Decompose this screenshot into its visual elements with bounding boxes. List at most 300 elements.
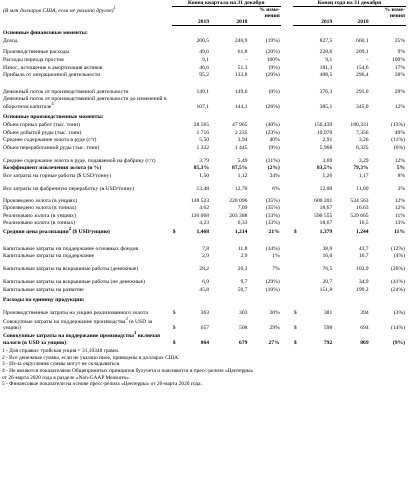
y-currency: $	[293, 325, 297, 332]
year-2019-value: 151,8	[319, 286, 333, 293]
q-currency	[172, 48, 180, 56]
year-2018-value: 529 665	[350, 212, 369, 219]
column-gap	[281, 71, 293, 79]
table-row	[2, 227, 406, 235]
row-label-unit: включая налоги (в USD за унцию)	[3, 333, 161, 346]
footnote-line: 1 - Для справки: тройская унция = 31,10348 грамм.	[2, 348, 120, 355]
q-currency	[172, 164, 180, 172]
table-row	[2, 196, 406, 204]
row-label-text: Объем переработанной руды (тыс. тонн)	[3, 144, 100, 151]
y-currency	[293, 273, 301, 286]
year-2018-value: 1,244	[356, 228, 369, 235]
q4-2019-value: 1,468	[196, 228, 210, 235]
y-currency	[293, 219, 301, 227]
q4-2019-value: 363	[200, 310, 210, 317]
row-label-text: Капитальные затраты на поддержание	[3, 253, 95, 260]
y-currency	[293, 71, 301, 79]
row-label	[2, 63, 172, 71]
row-label-sup: 3	[133, 331, 137, 337]
column-gap	[281, 164, 293, 172]
footnote-line: 5 - Финансовые показатели на основе пресс-релиза «Центерры» от 26-марта 2020 года.	[2, 381, 202, 388]
column-gap	[281, 56, 293, 64]
row-label	[2, 164, 172, 172]
group-header-q4: Конец квартала на 31 декабря	[172, 0, 281, 7]
footnote-line: 3 - Из-за округления суммы могут не складываться	[2, 361, 120, 368]
year-change-value: (13%)	[391, 122, 405, 129]
column-gap	[281, 172, 293, 180]
q4-2018-value: 3,94	[237, 137, 248, 144]
y-currency	[293, 286, 301, 294]
q4-change-value: (29%)	[265, 72, 280, 79]
year-2018-value: 34,9	[358, 279, 369, 286]
q4-2018-value: 1,12	[237, 172, 248, 179]
q4-2018-value: 133,8	[234, 72, 248, 79]
q4-2018-value: 303	[239, 310, 248, 317]
q-currency	[172, 136, 180, 144]
q-currency	[172, 83, 180, 96]
row-label-text: Все затраты на горные работы ($ USD/тонну)	[3, 172, 112, 179]
q-currency	[172, 172, 180, 180]
column-gap	[281, 151, 293, 164]
q4-2018-value: 47 965	[232, 122, 248, 129]
footnote-line: от 26-марта 2020 года в разделе «Non-GAAP Measures».	[2, 374, 131, 381]
q-currency	[172, 239, 180, 252]
q4-2019-value: 28 565	[193, 122, 210, 129]
year-2019-value: 792	[323, 339, 333, 346]
q4-change-value: 34%	[269, 172, 280, 179]
row-label-text: Средняя цена реализации	[3, 228, 69, 235]
col-header-y-change: % изме-нения	[384, 7, 405, 19]
q4-change-value: (19%)	[265, 37, 280, 44]
year-2018-value: 1,17	[358, 172, 369, 179]
year-2018-value: 6,325	[356, 144, 369, 151]
q-currency	[172, 121, 180, 129]
row-label-text: Произведено золота (в тоннах)	[3, 205, 77, 212]
q4-2019-value: 657	[200, 325, 210, 332]
year-change-value: (14%)	[391, 325, 405, 332]
q4-change-value: (9%)	[268, 64, 280, 71]
table-row	[2, 96, 406, 111]
q4-2018-value: 149,6	[234, 89, 248, 96]
year-2019-value: 5,968	[319, 144, 333, 151]
q-currency	[172, 56, 180, 64]
row-label-text: Объем добытой руды (тыс. тонн)	[3, 129, 82, 136]
q-currency	[172, 273, 180, 286]
q4-2019-value: 49,6	[199, 49, 210, 56]
q4-2018-value: 508	[239, 325, 248, 332]
table-row	[2, 204, 406, 212]
row-label-text: Капитальные затраты на развитие	[3, 286, 84, 293]
year-2019-value: 156,439	[314, 122, 333, 129]
y-currency	[293, 179, 301, 192]
row-label-text: Производственные расходы	[3, 49, 70, 56]
table-row	[2, 144, 406, 152]
row-label-text: Совокупные затраты на поддержание производства	[3, 333, 134, 340]
q-currency	[172, 63, 180, 71]
row-label-sup: 4	[51, 101, 54, 107]
year-change-value: 12%	[394, 103, 405, 110]
footnote-line: 4 - Не являются показателями Общепринятых принципов бухучета и поясняются в пресс-релизе «Центерры»	[2, 367, 254, 374]
y-currency	[293, 56, 301, 64]
year-change-value: 12%	[394, 197, 405, 204]
q4-change-value: 100%	[266, 56, 280, 63]
q4-2019-value: 107,1	[196, 103, 210, 110]
year-change-value: 12%	[394, 205, 405, 212]
year-2018-value: 154,6	[356, 64, 369, 71]
q4-change-value: 1%	[272, 253, 280, 260]
table-row	[2, 179, 406, 192]
q4-2018-value: 1 445	[234, 144, 248, 151]
q4-2018-value: 51,3	[237, 64, 248, 71]
q4-2018-value: 87,5%	[232, 165, 248, 172]
row-label-text: Реализовано золота (в тоннах)	[3, 220, 76, 227]
q4-change-value: (0%)	[268, 89, 280, 96]
q-currency	[172, 260, 180, 273]
year-2018-value: 3,26	[358, 137, 369, 144]
year-2018-value: 199,2	[356, 286, 369, 293]
q4-2019-value: 4,23	[199, 220, 210, 227]
table-row	[2, 128, 406, 136]
year-2018-value: 694	[360, 325, 369, 332]
table-row	[2, 239, 406, 252]
row-label-text: Расходы периода простоя	[3, 56, 64, 63]
y-currency	[293, 204, 301, 212]
y-currency	[293, 37, 301, 45]
table-row	[2, 164, 406, 172]
year-change-value: 17%	[394, 64, 405, 71]
q4-2018-value: 50,7	[237, 286, 248, 293]
row-label	[2, 128, 172, 136]
year-2019-value: 2,91	[322, 137, 333, 144]
q4-change-value: 40%	[269, 137, 280, 144]
row-label	[2, 172, 172, 180]
q-currency	[172, 196, 180, 204]
column-gap	[281, 252, 293, 260]
column-gap	[281, 96, 293, 111]
q4-2018-value: 12,70	[234, 185, 248, 192]
year-change-value: (3%)	[393, 310, 405, 317]
year-2019-value: 381	[323, 310, 333, 317]
table-row	[2, 37, 406, 45]
row-label	[2, 273, 172, 286]
row-label	[2, 204, 172, 212]
q-currency	[172, 151, 180, 164]
table-row	[2, 317, 406, 332]
table-row	[2, 219, 406, 227]
q4-2018-value: 6,33	[237, 220, 248, 227]
row-label-text: Денежный поток от производственной деятельности	[3, 89, 129, 96]
q4-change-value: 27%	[268, 339, 280, 346]
q4-2018-value: 7,09	[237, 205, 248, 212]
q-currency: $	[172, 228, 176, 235]
column-gap	[281, 196, 293, 204]
year-change-value: 25%	[394, 37, 405, 44]
year-change-value: 49%	[394, 129, 405, 136]
q4-2019-value: 3,79	[199, 157, 210, 164]
row-label	[2, 83, 172, 96]
table-row	[2, 172, 406, 180]
q4-change-value: 6%	[272, 185, 280, 192]
table-row	[2, 286, 406, 294]
row-label-text: Доход	[3, 37, 18, 44]
q4-change-value: (29%)	[265, 279, 280, 286]
row-label-sup: 3	[125, 316, 128, 322]
year-2018-value: 103,9	[356, 266, 369, 273]
column-gap	[281, 304, 293, 317]
row-label	[2, 144, 172, 152]
year-2018-value: 16.63	[356, 205, 369, 212]
y-currency	[293, 83, 301, 96]
column-gap	[281, 286, 293, 294]
q4-2019-value: 28,2	[199, 266, 210, 273]
q4-2019-value: 13,48	[196, 185, 210, 192]
year-change-value: (6%)	[393, 144, 405, 151]
year-change-value: 3%	[397, 185, 405, 192]
q4-2018-value: 9,7	[240, 279, 248, 286]
year-2018-value: -	[366, 56, 369, 63]
year-change-value: (9%)	[392, 339, 405, 346]
q-currency	[172, 204, 180, 212]
q4-2019-value: 2,9	[202, 253, 210, 260]
y-currency: $	[293, 339, 297, 346]
q4-2019-value: 85,3%	[193, 165, 210, 172]
q-currency	[172, 212, 180, 220]
year-2018-value: 180,331	[350, 122, 369, 129]
row-label-text: Среднее содержание золота в руде, подаваемой на фабрику (г/т)	[3, 157, 156, 164]
col-header-q-2018: 2018	[210, 19, 248, 26]
col-header-q-change: % изме-нения	[259, 7, 280, 19]
column-gap	[281, 260, 293, 273]
section-header	[2, 110, 406, 121]
row-label-text: Произведено золота (в унциях)	[3, 197, 78, 204]
row-label	[2, 121, 172, 129]
column-gap	[281, 48, 293, 56]
report-header	[2, 0, 406, 26]
row-label-text: Денежный поток от производственной деятельности до изменений в оборотном капитале	[3, 95, 167, 110]
year-change-value: 38%	[394, 72, 405, 79]
year-2019-value: 10,970	[316, 129, 333, 136]
y-currency	[293, 136, 301, 144]
year-2018-value: 534 563	[350, 197, 369, 204]
section-header	[2, 293, 406, 304]
year-2019-value: 385,1	[319, 103, 333, 110]
year-2019-value: 20,7	[322, 279, 333, 286]
year-2019-value: 590 555	[314, 212, 333, 219]
q4-change-value: (20%)	[265, 49, 280, 56]
q4-change-value: (33%)	[265, 212, 280, 219]
row-label	[2, 96, 172, 111]
column-gap	[281, 121, 293, 129]
column-gap	[281, 83, 293, 96]
y-currency	[293, 151, 301, 164]
q4-2019-value: 46,6	[199, 64, 210, 71]
q4-change-value: 20%	[269, 310, 280, 317]
col-header-y-2018: 2018	[333, 19, 369, 26]
row-label-unit: ($ USD/унцию)	[72, 228, 110, 235]
q4-change-value: (26%)	[265, 103, 280, 110]
year-change-value: (24%)	[391, 286, 405, 293]
column-gap	[281, 227, 293, 235]
q4-change-value: (33%)	[265, 220, 280, 227]
q-currency: $	[172, 325, 176, 332]
section-title: Основные производственные моменты:	[3, 114, 104, 121]
y-currency	[293, 128, 301, 136]
year-2018-value: 291,0	[356, 89, 369, 96]
y-currency	[293, 144, 301, 152]
row-label-text: Износ, истощение и амортизация активов	[3, 64, 103, 71]
q4-2018-value: 11,8	[237, 245, 248, 252]
table-row	[2, 48, 406, 56]
table-row	[2, 304, 406, 317]
row-label	[2, 252, 172, 260]
row-label-text: Прибыль от операционной деятельности	[3, 72, 101, 79]
group-header-year: Конец года на 31 декабря	[293, 0, 406, 7]
year-2018-value: 296,4	[356, 72, 369, 79]
row-label	[2, 136, 172, 144]
row-label-text: Коэффициент извлечения золота (в %)	[3, 165, 102, 172]
year-change-value: 8%	[397, 172, 405, 179]
year-2018-value: 43,7	[358, 245, 369, 252]
year-2019-value: 76,5	[322, 266, 333, 273]
financial-report-document	[2, 0, 406, 388]
q-currency: $	[172, 339, 176, 346]
year-2018-value: 3,29	[358, 157, 369, 164]
q4-change-value: (23%)	[265, 129, 280, 136]
year-2018-value: 660,1	[356, 37, 369, 44]
year-change-value: (11%)	[391, 137, 405, 144]
q-currency	[172, 252, 180, 260]
row-label	[2, 239, 172, 252]
q4-2019-value: 4,62	[199, 205, 210, 212]
year-change-value: 11%	[394, 212, 405, 219]
year-2018-value: 11,60	[356, 185, 369, 192]
q4-change-value: 21%	[268, 228, 280, 235]
q4-2018-value: 2,9	[240, 253, 248, 260]
year-2019-value: 376,3	[319, 89, 333, 96]
year-2018-value: 869	[360, 339, 369, 346]
year-2019-value: 3,69	[322, 157, 333, 164]
column-gap	[281, 37, 293, 45]
row-label-text: Все затраты на фабричную переработку (в USD/тонну)	[3, 185, 135, 192]
y-currency	[293, 196, 301, 204]
q4-2019-value: 9,1	[202, 56, 210, 63]
year-2019-value: 181,3	[319, 64, 333, 71]
q4-change-value: (34%)	[265, 245, 280, 252]
year-change-value: 100%	[391, 56, 405, 63]
year-2019-value: 228,6	[319, 49, 333, 56]
q4-2019-value: 5,50	[199, 137, 210, 144]
table-row	[2, 56, 406, 64]
q-currency	[172, 128, 180, 136]
row-label	[2, 304, 172, 317]
year-change-value: (41%)	[391, 279, 405, 286]
q4-2018-value: 5,49	[237, 157, 248, 164]
year-2019-value: 408,5	[319, 72, 333, 79]
column-gap	[281, 204, 293, 212]
y-currency	[293, 96, 301, 111]
column-gap	[281, 136, 293, 144]
q4-2018-value: 228 096	[229, 197, 248, 204]
row-label-text: Капитальные затраты на вскрышные работы (денежные)	[3, 266, 139, 273]
year-2019-value: 38,6	[322, 245, 333, 252]
q4-2018-value: 26,3	[237, 266, 248, 273]
q4-2018-value: 246,9	[234, 37, 248, 44]
column-gap	[281, 219, 293, 227]
q4-change-value: (35%)	[265, 197, 280, 204]
q4-change-value: (31%)	[265, 157, 280, 164]
row-label	[2, 212, 172, 220]
q4-2019-value: 136 068	[190, 212, 210, 219]
table-row	[2, 273, 406, 286]
row-label	[2, 37, 172, 45]
report-table	[2, 26, 406, 346]
year-2019-value: 9,1	[325, 56, 333, 63]
row-label	[2, 219, 172, 227]
y-currency: $	[293, 310, 297, 317]
row-label	[2, 260, 172, 273]
q4-2018-value: 1,214	[234, 228, 248, 235]
q-currency	[172, 286, 180, 294]
q4-2018-value: 203 388	[229, 212, 248, 219]
row-label-text: Объем горных работ (тыс. тонн)	[3, 122, 80, 129]
row-label-sup: 2	[68, 226, 72, 232]
row-label-text: Среднее содержание золота в руде (г/т)	[3, 137, 97, 144]
year-2018-value: 16,7	[358, 253, 369, 260]
units-note	[2, 0, 172, 19]
table-row	[2, 252, 406, 260]
year-2019-value: 827,5	[319, 37, 333, 44]
row-label-unit: (в USD за унцию)	[3, 318, 153, 332]
year-2019-value: 18,67	[319, 220, 333, 227]
q4-change-value: (9%)	[268, 144, 280, 151]
table-row	[2, 121, 406, 129]
q-currency	[172, 71, 180, 79]
table-row	[2, 260, 406, 273]
section-title: Расходы на единицу продукции:	[3, 297, 85, 304]
row-label	[2, 286, 172, 294]
col-header-y-2019: 2019	[293, 19, 333, 26]
q4-change-value: (2%)	[267, 165, 280, 172]
q4-2018-value: 61,8	[237, 49, 248, 56]
year-2018-value: 16,5	[358, 220, 369, 227]
year-2019-value: 18,67	[319, 205, 333, 212]
row-label	[2, 151, 172, 164]
column-gap	[281, 63, 293, 71]
q4-change-value: (10%)	[265, 286, 280, 293]
year-2019-value: 600 201	[314, 197, 333, 204]
q4-2019-value: 6,9	[202, 279, 210, 286]
row-label	[2, 48, 172, 56]
column-gap	[281, 128, 293, 136]
q-currency	[172, 37, 180, 45]
q4-2018-value: -	[245, 56, 248, 63]
section-header	[2, 26, 406, 37]
q4-2018-value: 144,1	[234, 103, 248, 110]
row-label	[2, 196, 172, 204]
y-currency: $	[293, 228, 297, 235]
units-note-text: (В млн долларов США, если не указано другое)	[3, 7, 114, 14]
row-label	[2, 227, 172, 235]
table-row	[2, 83, 406, 96]
q-currency	[172, 144, 180, 152]
q4-2019-value: 200,5	[196, 37, 210, 44]
q-currency: $	[172, 310, 176, 317]
table-row	[2, 331, 406, 346]
year-2018-value: 79,3%	[353, 165, 369, 172]
q4-2018-value: 2 235	[234, 129, 248, 136]
y-currency	[293, 48, 301, 56]
y-currency	[293, 164, 301, 172]
